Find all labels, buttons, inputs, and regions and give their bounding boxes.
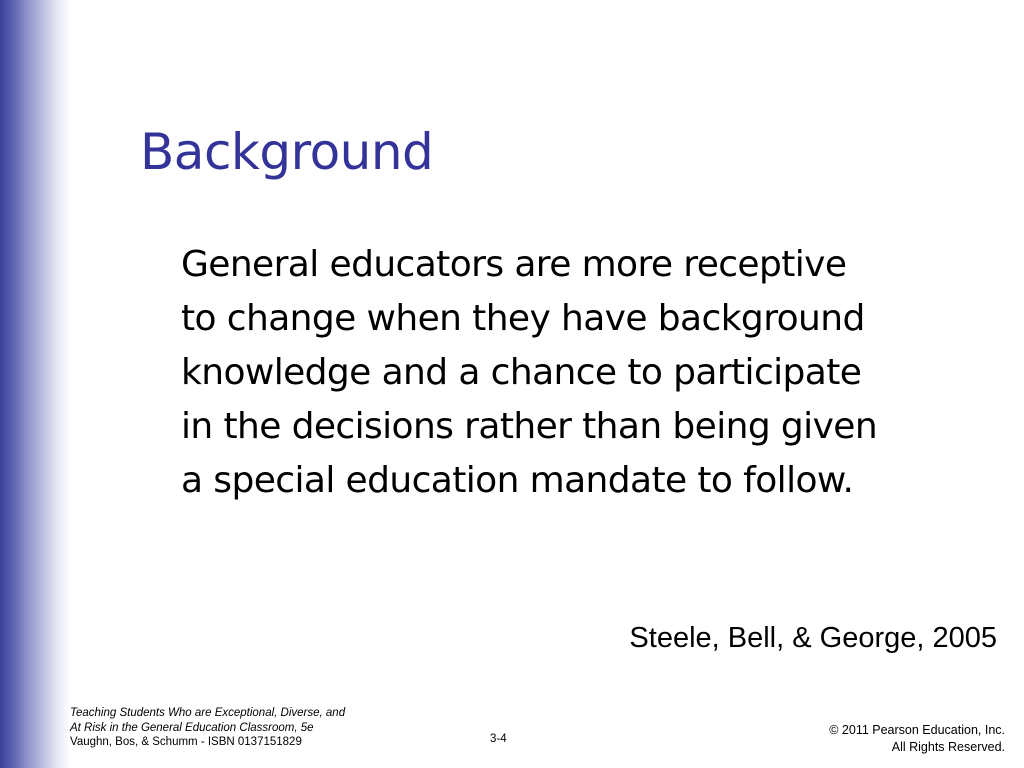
footer-copyright [829,722,1005,756]
body-line: General educators are more receptive [181,244,847,285]
body-line: a special education mandate to follow. [181,460,854,501]
citation: Steele, Bell, & George, 2005 [629,622,997,654]
body-line: to change when they have background [181,298,865,339]
slide-title: Background [140,123,434,181]
footer-authors-isbn: Vaughn, Bos, & Schumm - ISBN 0137151829 [70,736,302,748]
slide-body-text [181,238,1001,508]
body-line: in the decisions rather than being given [181,406,878,447]
footer-page-number: 3-4 [490,733,507,745]
footer-copyright-line1: © 2011 Pearson Education, Inc. [829,723,1005,737]
footer-book-title-line1: Teaching Students Who are Exceptional, Diverse, and [70,707,346,719]
footer-copyright-line2: All Rights Reserved. [891,740,1005,754]
footer-book-title-line2: At Risk in the General Education Classroom, 5e [70,721,314,734]
sidebar-gradient-decoration [0,0,70,768]
body-line: knowledge and a chance to participate [181,352,862,393]
footer-book-info [70,706,345,750]
